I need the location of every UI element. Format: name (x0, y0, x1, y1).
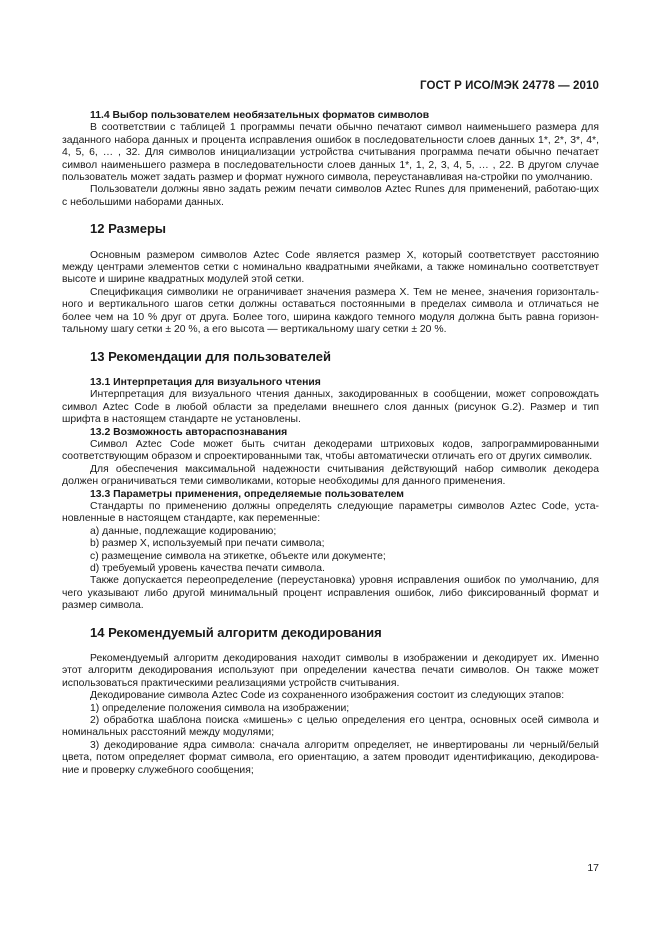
page-number: 17 (587, 862, 599, 874)
paragraph: Основным размером символов Aztec Code является размер X, который соответствует расстоянию между центрами элементов сетки с номинально квадратными ячейками, а также номинально соответствует высоте и ширине квадратных модулей этой сетки. (62, 249, 599, 286)
standard-header: ГОСТ Р ИСО/МЭК 24778 — 2010 (420, 80, 599, 92)
paragraph: Для обеспечения максимальной надежности считывания действующий набор символик декодера должен ограничиваться теми символиками, которые необходимы для данного применения. (62, 463, 599, 488)
paragraph: Также допускается переопределение (переустановка) уровня исправления ошибок по умолчанию, для чего указывают либо другой минимальный процент исправления ошибок, либо фиксированный формат и размер символа. (62, 575, 599, 612)
list-item: 2) обработка шаблона поиска «мишень» с целью определения его центра, основных осей символа и номинальных расстояний между модулями; (62, 715, 599, 739)
section-13-1-heading: 13.1 Интерпретация для визуального чтения (90, 376, 321, 388)
paragraph: В соответствии с таблицей 1 программы печати обычно печатают символ наименьшего размера для заданного набора данных и процента исправления ошибок в последовательности слоев данных 1*, 2*, 3*, 4*, 4, 5, 6, … , 32. Для символов инициализации устройства считывания программа печати обычно печатает символ наименьшего размера в последовательности слоев данных 1*, 1, 2, 3, 4, 5, … , 22. В другом случае пользователь может задать размер и формат нужного символа, переустанавливая на-стройки по умолчанию. (62, 122, 599, 184)
list-item: b) размер X, используемый при печати символа; (90, 538, 325, 550)
section-11-4-heading: 11.4 Выбор пользователем необязательных форматов символов (90, 110, 430, 121)
list-item: 3) декодирование ядра символа: сначала алгоритм определяет, не инвертированы ли черный/белый цвета, потом определяет формат символа, его ориентацию, а затем проводит идентификацию, декодирова-ние и проверку служебного сообщения; (62, 739, 599, 776)
paragraph: Декодирование символа Aztec Code из сохраненного изображения состоит из следующих этапов: (90, 690, 565, 702)
section-13-heading: 13 Рекомендации для пользователей (90, 348, 331, 364)
paragraph: Спецификация символики не ограничивает значения размера X. Тем не менее, значения горизонталь-ного и вертикального шагов сетки должны оставаться постоянными в пределах символа и отличаться не более чем на 10 % друг от друга. Более того, ширина каждого темного модуля должна быть равна горизон-тальному шагу сетки ± 20 %, а его высота — вертикальному шагу сетки ± 20 %. (62, 286, 599, 336)
section-13-3-heading: 13.3 Параметры применения, определяемые пользователем (90, 488, 404, 500)
section-13-2-heading: 13.2 Возможность автораспознавания (90, 426, 288, 438)
list-item: d) требуемый уровень качества печати символа. (90, 563, 325, 574)
list-item: 1) определение положения символа на изображении; (90, 702, 350, 714)
paragraph: Интерпретация для визуального чтения данных, закодированных в сообщении, может сопровождать символ Aztec Code в любой области за пределами внешнего слоя данных (рисунок G.2). Размер и тип шрифта в настоящем стандарте не установлены. (62, 389, 599, 426)
paragraph: Символ Aztec Code может быть считан декодерами штриховых кодов, запрограммированными соответствующим образом и спроектированными так, чтобы автоматически отличать его от других символик. (62, 438, 599, 463)
page-body (62, 110, 599, 777)
section-14-heading: 14 Рекомендуемый алгоритм декодирования (90, 624, 382, 640)
list-item: a) данные, подлежащие кодированию; (90, 525, 277, 537)
paragraph: Пользователи должны явно задать режим печати символов Aztec Runes для применений, работаю-щих с небольшими наборами данных. (62, 184, 599, 208)
list-item: c) размещение символа на этикетке, объекте или документе; (90, 550, 386, 562)
paragraph: Стандарты по применению должны определять следующие параметры символов Aztec Code, уста-новленные в настоящем стандарте, как переменные: (62, 500, 599, 525)
paragraph: Рекомендуемый алгоритм декодирования находит символы в изображении и декодирует их. Именно этот алгоритм декодирования используют при определении качества печати символов. Он также может использоваться практическими реализациями устройств считывания. (62, 653, 599, 689)
section-12-heading: 12 Размеры (90, 221, 166, 237)
